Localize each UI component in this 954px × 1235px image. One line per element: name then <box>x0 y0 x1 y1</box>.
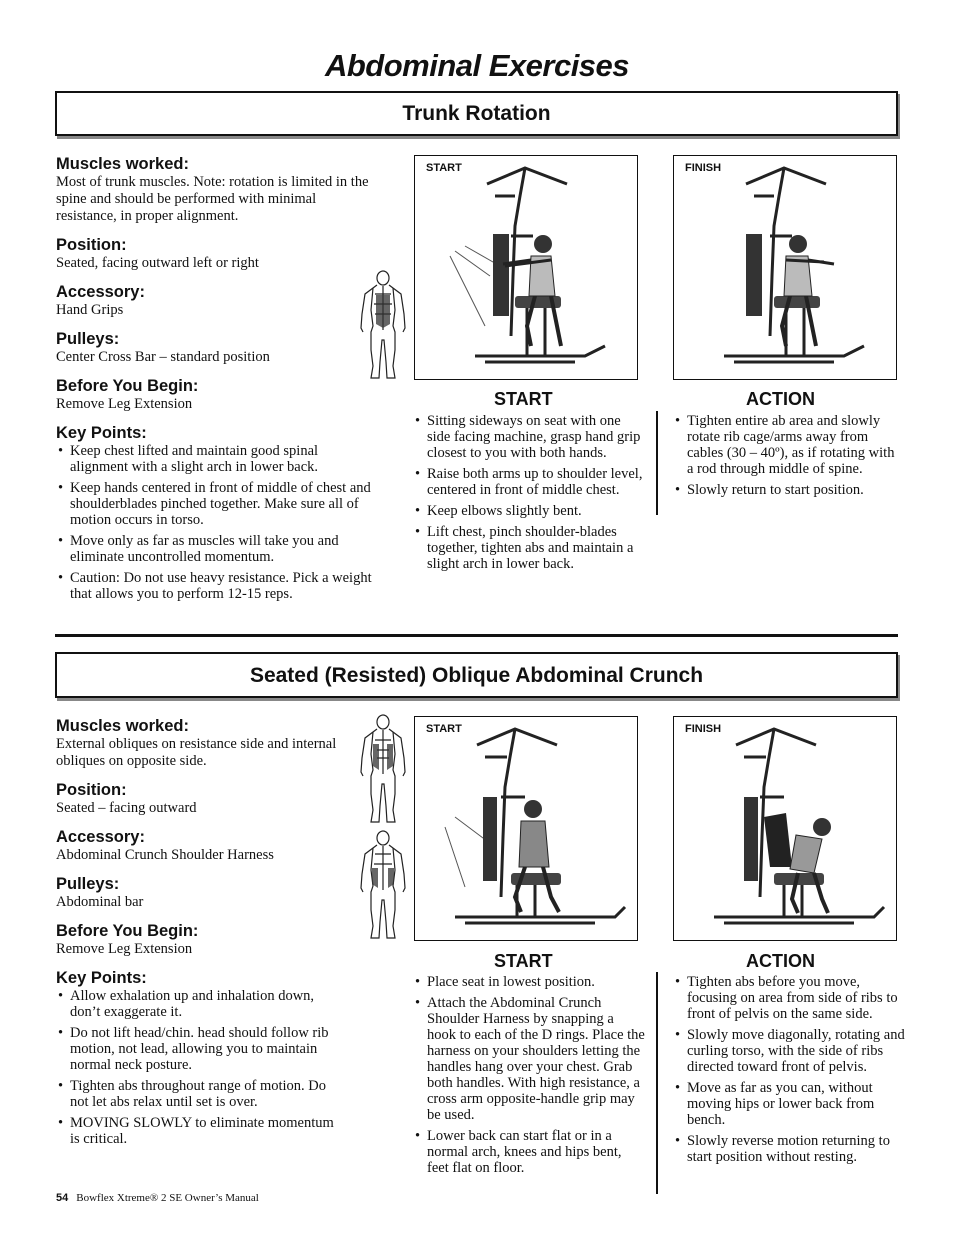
list-item: • Keep elbows slightly bent. <box>413 503 645 519</box>
keypoints-label: Key Points: <box>56 969 147 987</box>
muscle-anatomy-figure-back <box>357 830 409 942</box>
list-item: • Tighten abs throughout range of motion. Do not let abs relax until set is over. <box>56 1078 346 1110</box>
position-label: Position: <box>56 781 127 799</box>
list-item: • Keep hands centered in front of middle of chest and shoulderblades pinched together. Make sure all of motion occurs in torso. <box>56 480 374 528</box>
list-item: • Move as far as you can, without moving hips or lower back from bench. <box>673 1080 905 1128</box>
muscle-anatomy-figure-front <box>357 714 409 826</box>
start-points-list <box>413 413 645 577</box>
exercise-details <box>56 717 346 1152</box>
pulleys-label: Pulleys: <box>56 330 120 348</box>
list-item: • Slowly move diagonally, rotating and curling torso, with the side of ribs directed toward front of pelvis. <box>673 1027 905 1075</box>
machine-start-illustration <box>415 156 638 380</box>
key-points-list <box>56 988 346 1147</box>
photo-finish-label: FINISH <box>685 162 722 174</box>
list-item: • Caution: Do not use heavy resistance. Pick a weight that allows you to perform 12-15 reps. <box>56 570 374 602</box>
muscles-text: Most of trunk muscles. Note: rotation is limited in the spine and should be performed with minimal resistance, in proper alignment. <box>56 174 369 224</box>
manual-title: Bowflex Xtreme® 2 SE Owner’s Manual <box>76 1192 259 1204</box>
accessory-label: Accessory: <box>56 283 145 301</box>
before-text: Remove Leg Extension <box>56 941 193 957</box>
list-item: • Slowly return to start position. <box>673 482 898 498</box>
list-item: • Allow exhalation up and inhalation down, don’t exaggerate it. <box>56 988 346 1020</box>
photo-finish-label: FINISH <box>685 723 722 735</box>
exercise-details <box>56 155 376 607</box>
pulleys-label: Pulleys: <box>56 875 120 893</box>
start-heading: START <box>494 389 553 409</box>
photo-finish <box>673 716 897 941</box>
photo-start <box>414 716 638 941</box>
list-item: • Slowly reverse motion returning to start position without resting. <box>673 1133 905 1165</box>
photo-start-label: START <box>426 162 462 174</box>
muscles-text: External obliques on resistance side and internal obliques on opposite side. <box>56 736 337 769</box>
pulleys-text: Abdominal bar <box>56 894 144 910</box>
machine-start-illustration <box>415 717 638 941</box>
action-heading: ACTION <box>746 951 815 971</box>
list-item: • Tighten abs before you move, focusing on area from side of ribs to front of pelvis on the same side. <box>673 974 905 1022</box>
list-item: • Keep chest lifted and maintain good spinal alignment with a slight arch in lower back. <box>56 443 374 475</box>
start-heading: START <box>494 951 553 971</box>
key-points-list <box>56 443 374 602</box>
section-title-oblique-crunch: Seated (Resisted) Oblique Abdominal Crunch <box>55 652 898 698</box>
page-number: 54 <box>56 1192 69 1204</box>
action-points-list <box>673 974 905 1170</box>
pulleys-text: Center Cross Bar – standard position <box>56 349 270 365</box>
list-item: • Raise both arms up to shoulder level, centered in front of middle chest. <box>413 466 645 498</box>
photo-finish <box>673 155 897 380</box>
photo-start <box>414 155 638 380</box>
position-label: Position: <box>56 236 127 254</box>
action-heading: ACTION <box>746 389 815 409</box>
accessory-text: Abdominal Crunch Shoulder Harness <box>56 847 274 863</box>
start-points-list <box>413 974 645 1181</box>
page-title: Abdominal Exercises <box>324 48 630 83</box>
keypoints-label: Key Points: <box>56 424 147 442</box>
column-divider <box>656 411 658 515</box>
list-item: • MOVING SLOWLY to eliminate momentum is critical. <box>56 1115 346 1147</box>
position-text: Seated, facing outward left or right <box>56 255 259 271</box>
column-divider <box>656 972 658 1194</box>
page-footer <box>56 1192 259 1204</box>
section-title-trunk-rotation: Trunk Rotation <box>55 91 898 136</box>
action-points-list <box>673 413 898 503</box>
list-item: • Lift chest, pinch shoulder-blades together, tighten abs and maintain a slight arch in lower back. <box>413 524 645 572</box>
list-item: • Do not lift head/chin. head should follow rib motion, not lead, allowing you to maintain normal neck posture. <box>56 1025 346 1073</box>
list-item: • Place seat in lowest position. <box>413 974 645 990</box>
muscles-label: Muscles worked: <box>56 717 189 735</box>
list-item: • Attach the Abdominal Crunch Shoulder Harness by snapping a hook to each of the D rings. Place the harness on your shoulders letting the handles hang over your chest. Grab both handles. With high resistance, a cross arm opposite-handle grip may be used. <box>413 995 645 1123</box>
muscles-label: Muscles worked: <box>56 155 189 173</box>
list-item: • Sitting sideways on seat with one side facing machine, grasp hand grip closest to you with both hands. <box>413 413 645 461</box>
accessory-text: Hand Grips <box>56 302 124 318</box>
machine-finish-illustration <box>674 156 897 380</box>
before-text: Remove Leg Extension <box>56 396 193 412</box>
accessory-label: Accessory: <box>56 828 145 846</box>
before-label: Before You Begin: <box>56 922 199 940</box>
before-label: Before You Begin: <box>56 377 199 395</box>
list-item: • Move only as far as muscles will take you and eliminate uncontrolled momentum. <box>56 533 374 565</box>
machine-finish-illustration <box>674 717 897 941</box>
muscle-anatomy-figure-back <box>357 270 409 382</box>
photo-start-label: START <box>426 723 462 735</box>
position-text: Seated – facing outward <box>56 800 197 816</box>
list-item: • Tighten entire ab area and slowly rotate rib cage/arms away from cables (30 – 40º), as if rotating with a rod through middle of spine. <box>673 413 898 477</box>
section-divider <box>55 634 898 637</box>
list-item: • Lower back can start flat or in a normal arch, knees and hips bent, feet flat on floor. <box>413 1128 645 1176</box>
